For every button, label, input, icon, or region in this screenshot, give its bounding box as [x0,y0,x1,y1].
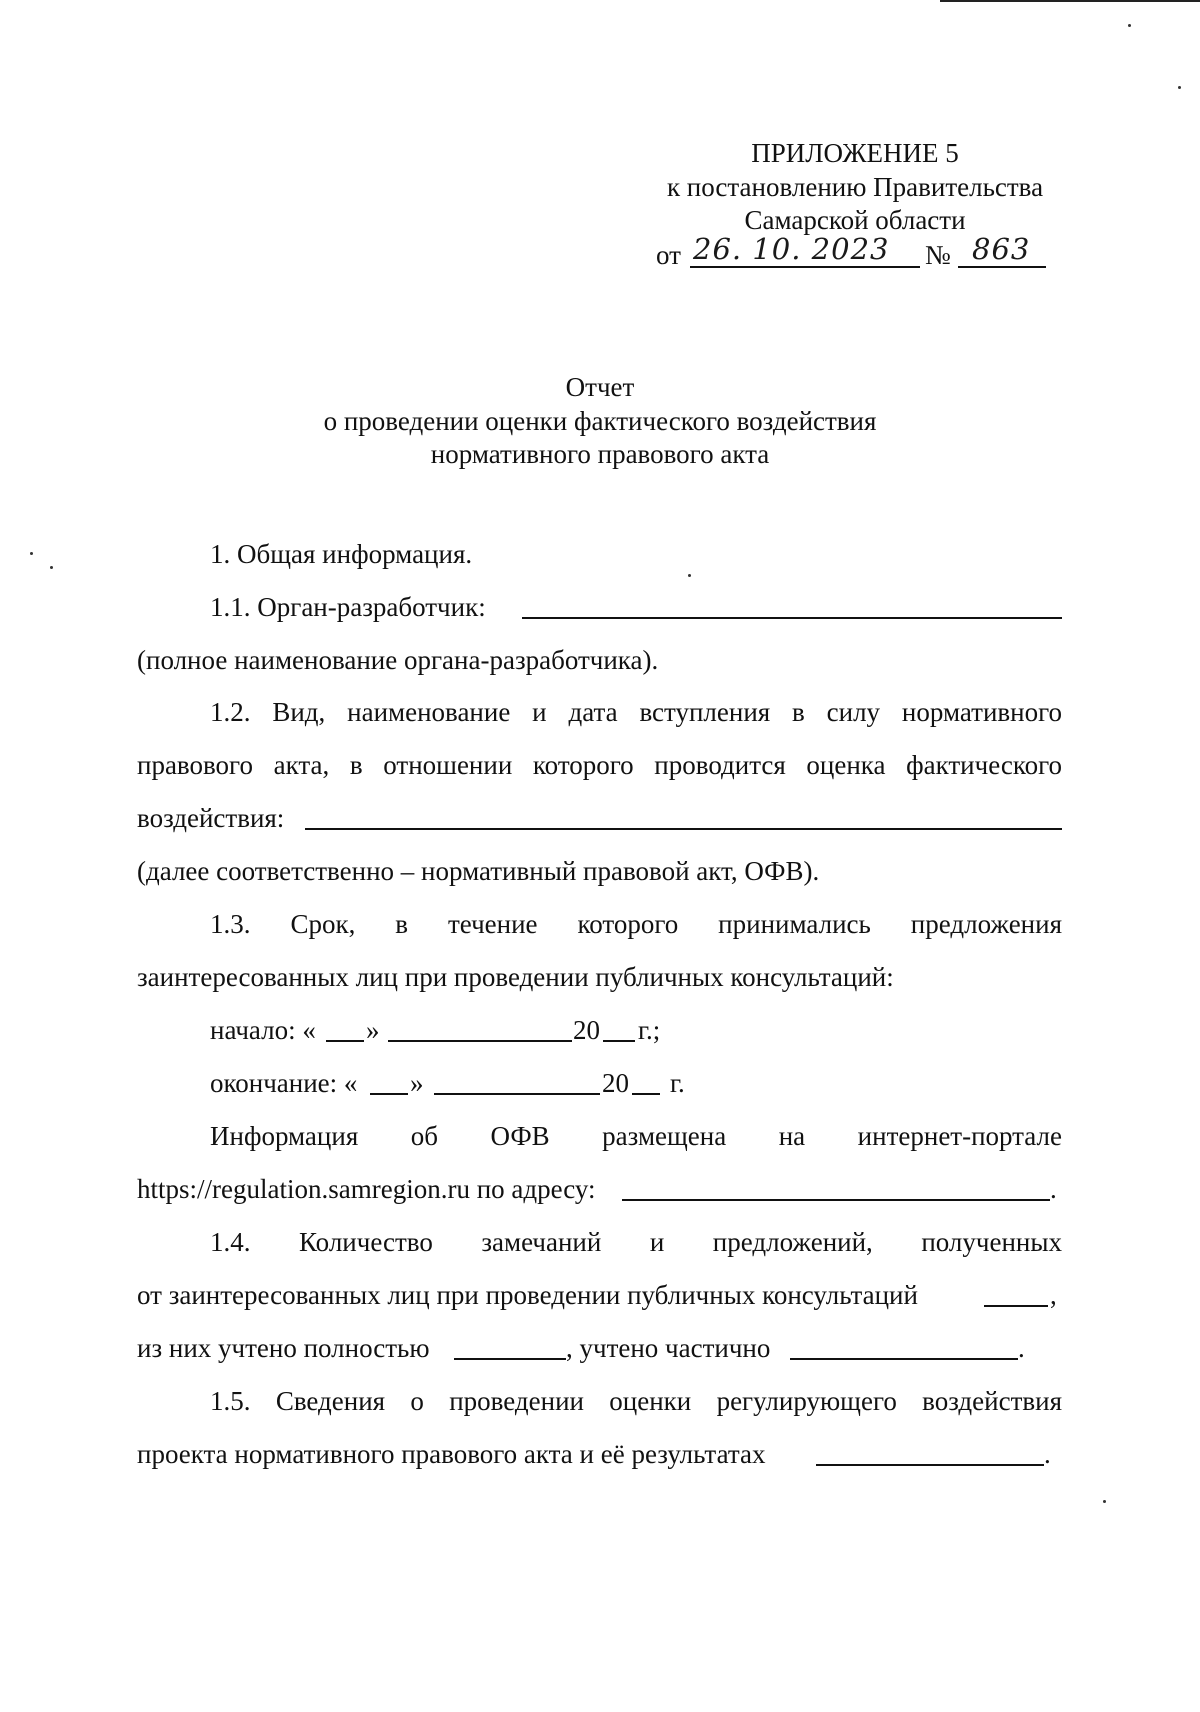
item-1-2-line2: правового акта, в отношении которого проводится оценка фактического [137,750,1062,780]
item-1-4-line3-a: из них учтено полностью [137,1333,430,1363]
scan-speck [1128,24,1131,27]
scan-speck [30,552,33,555]
number-underline [958,266,1046,268]
info-end: . [1050,1174,1057,1204]
section-heading: 1. Общая информация. [210,539,473,569]
start-date-close: » [366,1015,380,1045]
act-name-field[interactable] [305,828,1062,830]
end-year-prefix: 20 [602,1068,629,1098]
developer-name-field[interactable] [522,617,1062,619]
scan-artifact-line [940,0,1200,2]
end-day-field[interactable] [370,1093,408,1095]
item-1-4-line1: 1.4. Количество замечаний и предложений, полученных [210,1227,1062,1257]
end-date-label: окончание: « [210,1068,358,1098]
item-1-4-line3-end: . [1018,1333,1025,1363]
decree-reference: к постановлению Правительства [666,172,1044,202]
item-1-5-line1: 1.5. Сведения о проведении оценки регулирующего воздействия [210,1386,1062,1416]
item-1-1-label: 1.1. Орган-разработчик: [210,592,486,622]
info-line2: https://regulation.samregion.ru по адресу: [137,1174,596,1204]
fully-accepted-field[interactable] [454,1358,566,1360]
start-day-field[interactable] [326,1040,364,1042]
item-1-4-line2-end: , [1050,1280,1057,1310]
start-year-suffix: г.; [638,1015,661,1045]
date-from-label: от [656,240,681,270]
item-1-3-line1: 1.3. Срок, в течение которого принимались предложения [210,909,1062,939]
end-date-close: » [410,1068,424,1098]
item-1-4-line3-b: , учтено частично [566,1333,771,1363]
comments-count-field[interactable] [984,1305,1048,1307]
scan-speck [1178,86,1181,89]
scan-speck [688,574,691,577]
number-label: № [925,240,951,270]
appendix-title: ПРИЛОЖЕНИЕ 5 [751,138,959,168]
item-1-2-line1: 1.2. Вид, наименование и дата вступления в силу нормативного [210,697,1062,727]
portal-address-field[interactable] [622,1199,1050,1201]
item-1-2-line3: воздействия: [137,803,285,833]
handwritten-date: 26. 10. 2023 [693,232,890,266]
report-subtitle-line1: о проведении оценки фактического воздействия [323,406,877,436]
partially-accepted-field[interactable] [790,1358,1018,1360]
item-1-2-note: (далее соответственно – нормативный правовой акт, ОФВ). [137,856,820,886]
start-month-field[interactable] [388,1040,572,1042]
report-title: Отчет [565,372,635,402]
report-subtitle-line2: нормативного правового акта [430,439,770,469]
item-1-3-line2: заинтересованных лиц при проведении публичных консультаций: [137,962,894,992]
start-year-field[interactable] [603,1040,635,1042]
handwritten-number: 863 [972,232,1031,266]
region-name: Самарской области [744,205,966,235]
scan-speck [50,566,53,569]
date-underline [690,266,920,268]
item-1-4-line2: от заинтересованных лиц при проведении публичных консультаций [137,1280,918,1310]
item-1-1-note: (полное наименование органа-разработчика). [137,645,659,675]
ria-results-field[interactable] [816,1464,1044,1466]
end-month-field[interactable] [434,1093,600,1095]
start-year-prefix: 20 [573,1015,600,1045]
end-year-suffix: г. [670,1068,685,1098]
start-date-label: начало: « [210,1015,316,1045]
item-1-5-line2: проекта нормативного правового акта и её результатах [137,1439,766,1469]
scan-speck [1103,1500,1106,1503]
info-line1: Информация об ОФВ размещена на интернет-портале [210,1121,1062,1151]
item-1-5-end: . [1044,1439,1051,1469]
end-year-field[interactable] [632,1093,660,1095]
